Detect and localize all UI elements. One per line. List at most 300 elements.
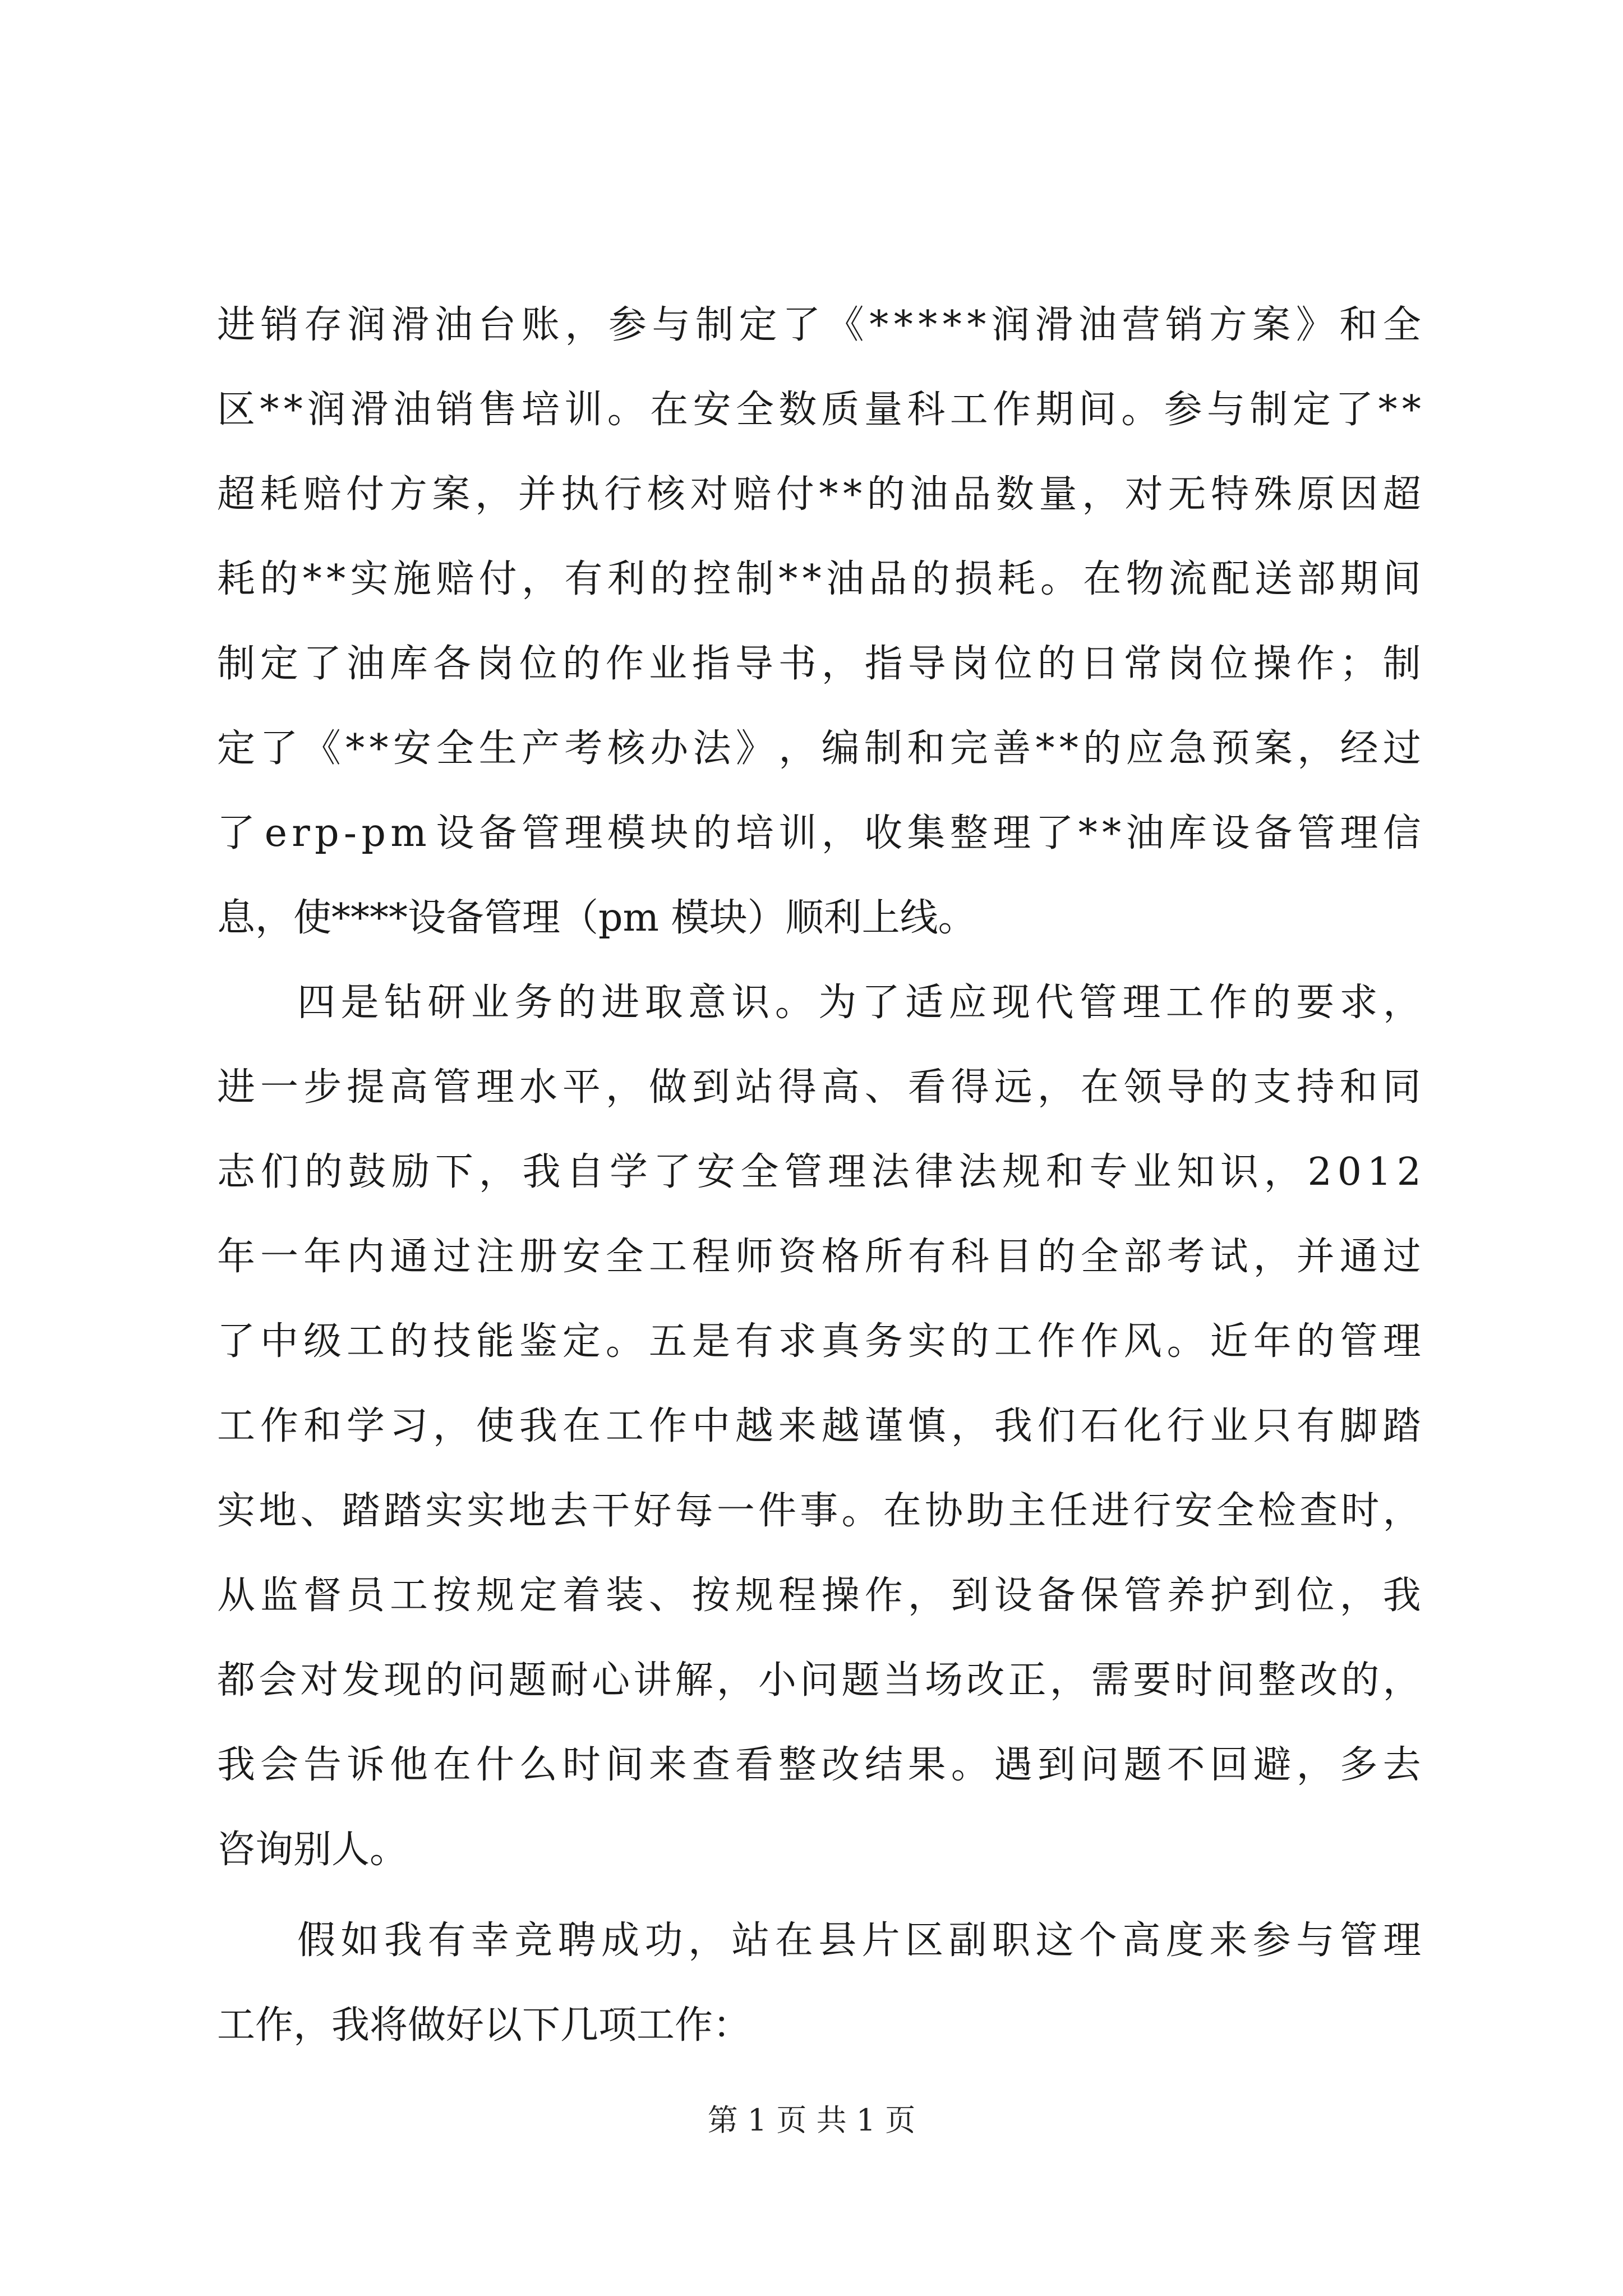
text-char: 全 (1382, 303, 1421, 347)
text-char: 付 (478, 557, 517, 601)
text-char: 工 (994, 1319, 1032, 1364)
text-char: ， (1253, 1235, 1292, 1279)
text-char: 题 (508, 1658, 547, 1703)
text-char: 和 (907, 726, 946, 771)
text-char: 正 (1008, 1658, 1046, 1703)
text-char: 现 (383, 1658, 422, 1703)
text-char: 实 (350, 557, 389, 601)
text-char: 因 (1340, 472, 1378, 517)
text-char: 干 (592, 1489, 630, 1533)
text-char: 理 (993, 811, 1031, 855)
text-char: 。 (607, 388, 645, 432)
text-line (217, 1223, 1421, 1291)
text-char: 同 (1382, 1065, 1421, 1110)
text-char: 工 (949, 388, 988, 432)
text-char: * (326, 557, 346, 601)
page-footer (0, 2098, 1623, 2143)
text-char: * (1059, 726, 1078, 771)
text-line (217, 1054, 1421, 1121)
text-char: ， (778, 726, 817, 771)
text-char: 有 (735, 1319, 773, 1364)
text-char: 管 (1123, 1573, 1162, 1618)
text-char: 全 (1080, 1235, 1119, 1279)
text-char: 赔 (733, 472, 772, 517)
text-char: 我 (384, 1918, 422, 1963)
text-char: 风 (1123, 1319, 1162, 1364)
text-char: 管 (1078, 981, 1117, 1025)
text-char: 账 (521, 303, 560, 347)
text-char: 所 (864, 1235, 903, 1279)
text-char: 近 (1210, 1319, 1248, 1364)
text-char: 业 (471, 981, 509, 1025)
text-char: 踏 (383, 1489, 422, 1533)
text-char: 间 (1078, 388, 1117, 432)
text-char: 要 (1133, 1658, 1172, 1703)
text-char: * (778, 557, 798, 601)
text-char: 、 (648, 1573, 687, 1618)
text-char: 册 (519, 1235, 557, 1279)
text-char: 保 (1080, 1573, 1119, 1618)
text-char: * (369, 726, 389, 771)
text-line (217, 1478, 1421, 1545)
text-char: 并 (518, 472, 556, 517)
text-char: 工 (346, 1319, 385, 1364)
text-char: 油 (826, 557, 864, 601)
text-char: 。 (841, 1489, 880, 1533)
text-line (217, 631, 1421, 698)
text-char: 县 (818, 1918, 857, 1963)
text-char: 《 (826, 303, 864, 347)
text-line (217, 1308, 1421, 1375)
text-char: ， (565, 303, 603, 347)
text-char: 理 (1382, 1918, 1421, 1963)
text-char: 的 (1210, 1065, 1248, 1110)
text-char: 专 (1089, 1150, 1128, 1194)
text-char: ， (1082, 472, 1121, 517)
paragraph-first-line (297, 969, 1421, 1037)
text-char: 问 (800, 1658, 838, 1703)
text-char: 法 (871, 1150, 910, 1194)
text-char: 适 (905, 981, 944, 1025)
text-char: 鉴 (519, 1319, 557, 1364)
text-char: 求 (1339, 981, 1378, 1025)
text-char: 规 (476, 1573, 514, 1618)
text-char: 支 (1253, 1065, 1292, 1110)
text-char: 岗 (1166, 642, 1205, 686)
text-char: 的 (562, 642, 601, 686)
text-char: 间 (605, 1743, 644, 1787)
text-char: 我 (522, 1150, 561, 1194)
text-char: 导 (1166, 1065, 1205, 1110)
text-char: 我 (519, 1404, 557, 1448)
text-char: - (344, 811, 357, 855)
text-char: 做 (648, 1065, 687, 1110)
text-char: 师 (735, 1235, 773, 1279)
text-char: 去 (550, 1489, 588, 1533)
text-char: ， (688, 1918, 726, 1963)
text-char: 水 (519, 1065, 557, 1110)
text-char: 到 (1037, 1743, 1076, 1787)
text-char: 》 (735, 726, 774, 771)
text-char: 管 (784, 1150, 823, 1194)
text-char: 规 (1002, 1150, 1041, 1194)
text-char: 副 (948, 1918, 987, 1963)
text-char: 问 (1080, 1743, 1119, 1787)
text-char: 了 (217, 1319, 256, 1364)
text-char: 管 (432, 1065, 471, 1110)
text-line: 工作，我将做好以下几项工作： (217, 2003, 751, 2047)
text-char: 学 (610, 1150, 648, 1194)
text-char: 到 (951, 1573, 989, 1618)
text-line: 咨询别人。 (217, 1828, 408, 1872)
text-char: 管 (1339, 1918, 1378, 1963)
text-char: 、 (300, 1489, 339, 1533)
text-char: 励 (391, 1150, 430, 1194)
text-char: 题 (841, 1658, 880, 1703)
text-char: 多 (1339, 1743, 1378, 1787)
text-char: 按 (691, 1573, 730, 1618)
text-char: 理 (564, 811, 603, 855)
text-char: 训 (778, 811, 817, 855)
text-char: 作 (993, 388, 1031, 432)
text-char: 这 (1035, 1918, 1074, 1963)
text-char: 年 (1253, 1319, 1292, 1364)
text-line (217, 292, 1421, 359)
text-char: 一 (716, 1489, 755, 1533)
text-char: 科 (951, 1235, 989, 1279)
text-char: 功 (644, 1918, 683, 1963)
text-char: * (1035, 726, 1055, 771)
text-char: 护 (1210, 1573, 1248, 1618)
text-char: 片 (861, 1918, 900, 1963)
text-char: 参 (1252, 1918, 1291, 1963)
text-line (217, 1562, 1421, 1630)
text-char: 急 (1168, 726, 1207, 771)
text-char: 全 (735, 388, 774, 432)
text-char: 案 (1252, 303, 1291, 347)
text-char: ， (478, 1150, 517, 1194)
text-char: 的 (650, 557, 689, 601)
text-char: 制 (735, 557, 774, 601)
text-char: 高 (389, 1065, 428, 1110)
text-char: 。 (1040, 557, 1078, 601)
text-char: 自 (566, 1150, 605, 1194)
text-char: 个 (1078, 1918, 1117, 1963)
text-char: 装 (605, 1573, 644, 1618)
text-char: 定 (562, 1319, 601, 1364)
text-char: 的 (389, 1319, 428, 1364)
text-char: 导 (735, 642, 773, 686)
text-char: 成 (601, 1918, 640, 1963)
text-char: 钻 (384, 981, 422, 1025)
text-char: 年 (303, 1235, 342, 1279)
text-char: 赔 (303, 472, 342, 517)
text-char: 经 (1340, 726, 1378, 771)
text-char: 施 (393, 557, 431, 601)
text-char: 四 (297, 981, 336, 1025)
text-char: 好 (633, 1489, 672, 1533)
text-char: 安 (393, 726, 431, 771)
text-char: 的 (1083, 726, 1122, 771)
text-char: 时 (1341, 1489, 1380, 1533)
text-char: 远 (994, 1065, 1032, 1110)
text-char: 作 (605, 642, 644, 686)
text-char: 站 (735, 1065, 773, 1110)
text-char: 、 (864, 1065, 903, 1110)
text-char: 过 (432, 1235, 471, 1279)
text-char: 品 (953, 472, 992, 517)
text-char: 使 (476, 1404, 514, 1448)
text-char: 习 (389, 1404, 428, 1448)
text-char: 规 (735, 1573, 773, 1618)
text-char: 改 (821, 1743, 860, 1787)
text-char: 在 (650, 388, 689, 432)
text-char: 定 (217, 726, 256, 771)
text-char: * (345, 726, 365, 771)
text-char: ， (1382, 1489, 1421, 1533)
text-char: 间 (1216, 1658, 1255, 1703)
text-char: 查 (691, 1743, 730, 1787)
text-char: 耐 (550, 1658, 588, 1703)
text-char: 地 (259, 1489, 297, 1533)
text-char: 们 (1037, 1404, 1076, 1448)
text-char: 代 (1035, 981, 1074, 1025)
text-char: 化 (1123, 1404, 1162, 1448)
text-char: 原 (1297, 472, 1335, 517)
text-char: 。 (605, 1319, 644, 1364)
text-char: 营 (1122, 303, 1160, 347)
text-char: 预 (1211, 726, 1250, 771)
text-char: 行 (1166, 1404, 1205, 1448)
text-char: 过 (1382, 726, 1421, 771)
text-char: 滑 (350, 388, 389, 432)
text-char: 付 (776, 472, 814, 517)
text-char: 定 (739, 303, 777, 347)
text-char: 来 (648, 1743, 687, 1787)
text-char: e (264, 811, 287, 855)
text-char: 办 (650, 726, 689, 771)
text-char: p (315, 811, 339, 855)
text-char: 》 (1295, 303, 1334, 347)
text-char: 步 (303, 1065, 342, 1110)
text-char: 理 (1340, 811, 1378, 855)
text-char: 知 (1177, 1150, 1215, 1194)
text-char: 技 (432, 1319, 471, 1364)
text-char: 指 (691, 642, 730, 686)
text-char: 备 (1037, 1573, 1076, 1618)
text-char: 油 (434, 303, 473, 347)
text-char: 全 (436, 726, 474, 771)
text-char: 件 (758, 1489, 797, 1533)
text-char: 参 (608, 303, 647, 347)
text-char: 业 (1133, 1150, 1172, 1194)
text-char: 越 (821, 1404, 860, 1448)
text-char: ， (716, 1658, 755, 1703)
text-char: 参 (1164, 388, 1202, 432)
text-char: 案 (432, 472, 471, 517)
text-char: 程 (778, 1573, 817, 1618)
text-char: 。 (1121, 388, 1160, 432)
text-char: ， (521, 557, 560, 601)
text-char: 持 (1296, 1065, 1335, 1110)
text-char: 实 (425, 1489, 464, 1533)
text-char: 年 (217, 1235, 256, 1279)
text-char: 平 (562, 1065, 601, 1110)
text-char: 内 (346, 1235, 385, 1279)
text-char: 整 (1257, 1658, 1296, 1703)
text-char: ， (1264, 1150, 1302, 1194)
text-char: 科 (907, 388, 946, 432)
text-char: 有 (1296, 1404, 1335, 1448)
text-char: 真 (821, 1319, 860, 1364)
text-char: 安 (693, 388, 731, 432)
text-char: 殊 (1253, 472, 1292, 517)
text-char: 进 (217, 1065, 256, 1110)
text-char: 地 (508, 1489, 547, 1533)
text-char: 。 (774, 981, 813, 1025)
text-char: 全 (740, 1150, 779, 1194)
text-char: 油 (910, 472, 948, 517)
text-char: 通 (1339, 1235, 1378, 1279)
text-char: 付 (346, 472, 385, 517)
text-char: 他 (389, 1743, 428, 1787)
text-char: 实 (907, 1319, 946, 1364)
text-char: 的 (557, 981, 596, 1025)
text-char: ， (951, 1404, 989, 1448)
text-char: 库 (389, 642, 428, 686)
text-char: 销 (436, 388, 474, 432)
text-char: 是 (691, 1319, 730, 1364)
text-char: 在 (1083, 557, 1122, 601)
text-char: 滑 (1035, 303, 1073, 347)
text-char: 制 (217, 642, 256, 686)
text-char: 培 (735, 811, 774, 855)
text-char: 要 (1296, 981, 1335, 1025)
text-char: 作 (1037, 1319, 1076, 1364)
text-char: * (843, 472, 863, 517)
text-char: 油 (1126, 811, 1164, 855)
text-char: 小 (758, 1658, 797, 1703)
text-char: 有 (427, 1918, 466, 1963)
text-char: 特 (1211, 472, 1249, 517)
text-char: 的 (911, 557, 950, 601)
text-char: 了 (653, 1150, 691, 1194)
text-char: 质 (821, 388, 860, 432)
text-char: 制 (864, 726, 902, 771)
text-char: 0 (1337, 1150, 1362, 1194)
text-char: * (869, 303, 889, 347)
text-char: 无 (1168, 472, 1206, 517)
text-char: 按 (432, 1573, 471, 1618)
text-char: 假 (297, 1918, 336, 1963)
text-char: 了 (1035, 811, 1074, 855)
text-char: * (1102, 811, 1122, 855)
text-char: ， (821, 811, 860, 855)
text-char: 1 (1367, 1150, 1391, 1194)
text-char: 整 (778, 1743, 817, 1787)
text-char: * (967, 303, 986, 347)
text-char: 油 (1078, 303, 1117, 347)
text-char: 操 (821, 1573, 860, 1618)
text-char: 业 (1210, 1404, 1248, 1448)
text-line (217, 800, 1421, 867)
text-char: 指 (864, 642, 903, 686)
text-char: 回 (1210, 1743, 1248, 1787)
text-char: 避 (1253, 1743, 1292, 1787)
text-char: 了 (260, 726, 298, 771)
text-char: 理 (476, 1065, 514, 1110)
text-char: 台 (478, 303, 517, 347)
text-char: 油 (346, 642, 385, 686)
text-char: 事 (800, 1489, 838, 1533)
text-char: 题 (1123, 1743, 1162, 1787)
text-char: 律 (915, 1150, 953, 1194)
text-char: 在 (883, 1489, 921, 1533)
text-char: 问 (467, 1658, 505, 1703)
page-number-label: 第 1 页 共 1 页 (707, 2102, 916, 2138)
text-char: 收 (864, 811, 903, 855)
text-char: 心 (592, 1658, 630, 1703)
text-char: 在 (1080, 1065, 1119, 1110)
text-char: 协 (924, 1489, 963, 1533)
text-char: 制 (695, 303, 734, 347)
text-char: * (260, 388, 279, 432)
text-char: 高 (821, 1065, 860, 1110)
text-char: 方 (389, 472, 427, 517)
text-char: 有 (564, 557, 603, 601)
text-char: ， (1339, 1573, 1378, 1618)
text-char: 助 (966, 1489, 1005, 1533)
text-line (217, 461, 1421, 528)
text-char: 有 (907, 1235, 946, 1279)
text-char: 一 (260, 1065, 298, 1110)
text-char: 量 (864, 388, 902, 432)
text-char: 应 (1126, 726, 1164, 771)
text-char: 核 (647, 472, 685, 517)
text-char: ， (432, 1404, 471, 1448)
text-char: 研 (427, 981, 466, 1025)
text-char: * (918, 303, 938, 347)
text-char: 与 (1296, 1918, 1335, 1963)
text-char: 行 (1133, 1489, 1172, 1533)
text-char: 量 (1039, 472, 1077, 517)
text-char: 控 (693, 557, 731, 601)
text-char: 如 (340, 1918, 379, 1963)
text-char: 通 (389, 1235, 428, 1279)
text-char: 岗 (951, 642, 989, 686)
text-char: 超 (217, 472, 256, 517)
text-char: 来 (778, 1404, 817, 1448)
text-char: 着 (562, 1573, 601, 1618)
text-char: 到 (691, 1065, 730, 1110)
text-char: 么 (519, 1743, 557, 1787)
text-char: 志 (217, 1150, 256, 1194)
text-char: 物 (1126, 557, 1164, 601)
text-char: 理 (1122, 981, 1161, 1025)
text-char: 不 (1166, 1743, 1205, 1787)
text-char: 需 (1091, 1658, 1129, 1703)
text-char: 越 (735, 1404, 773, 1448)
text-char: 的 (1037, 642, 1076, 686)
text-char: 们 (260, 1150, 299, 1194)
text-char: 安 (1174, 1489, 1213, 1533)
text-line (217, 1393, 1421, 1460)
text-char: 理 (1382, 1319, 1421, 1364)
text-char: 中 (260, 1319, 298, 1364)
text-char: 发 (342, 1658, 380, 1703)
text-char: 和 (303, 1404, 342, 1448)
text-char: 下 (435, 1150, 473, 1194)
